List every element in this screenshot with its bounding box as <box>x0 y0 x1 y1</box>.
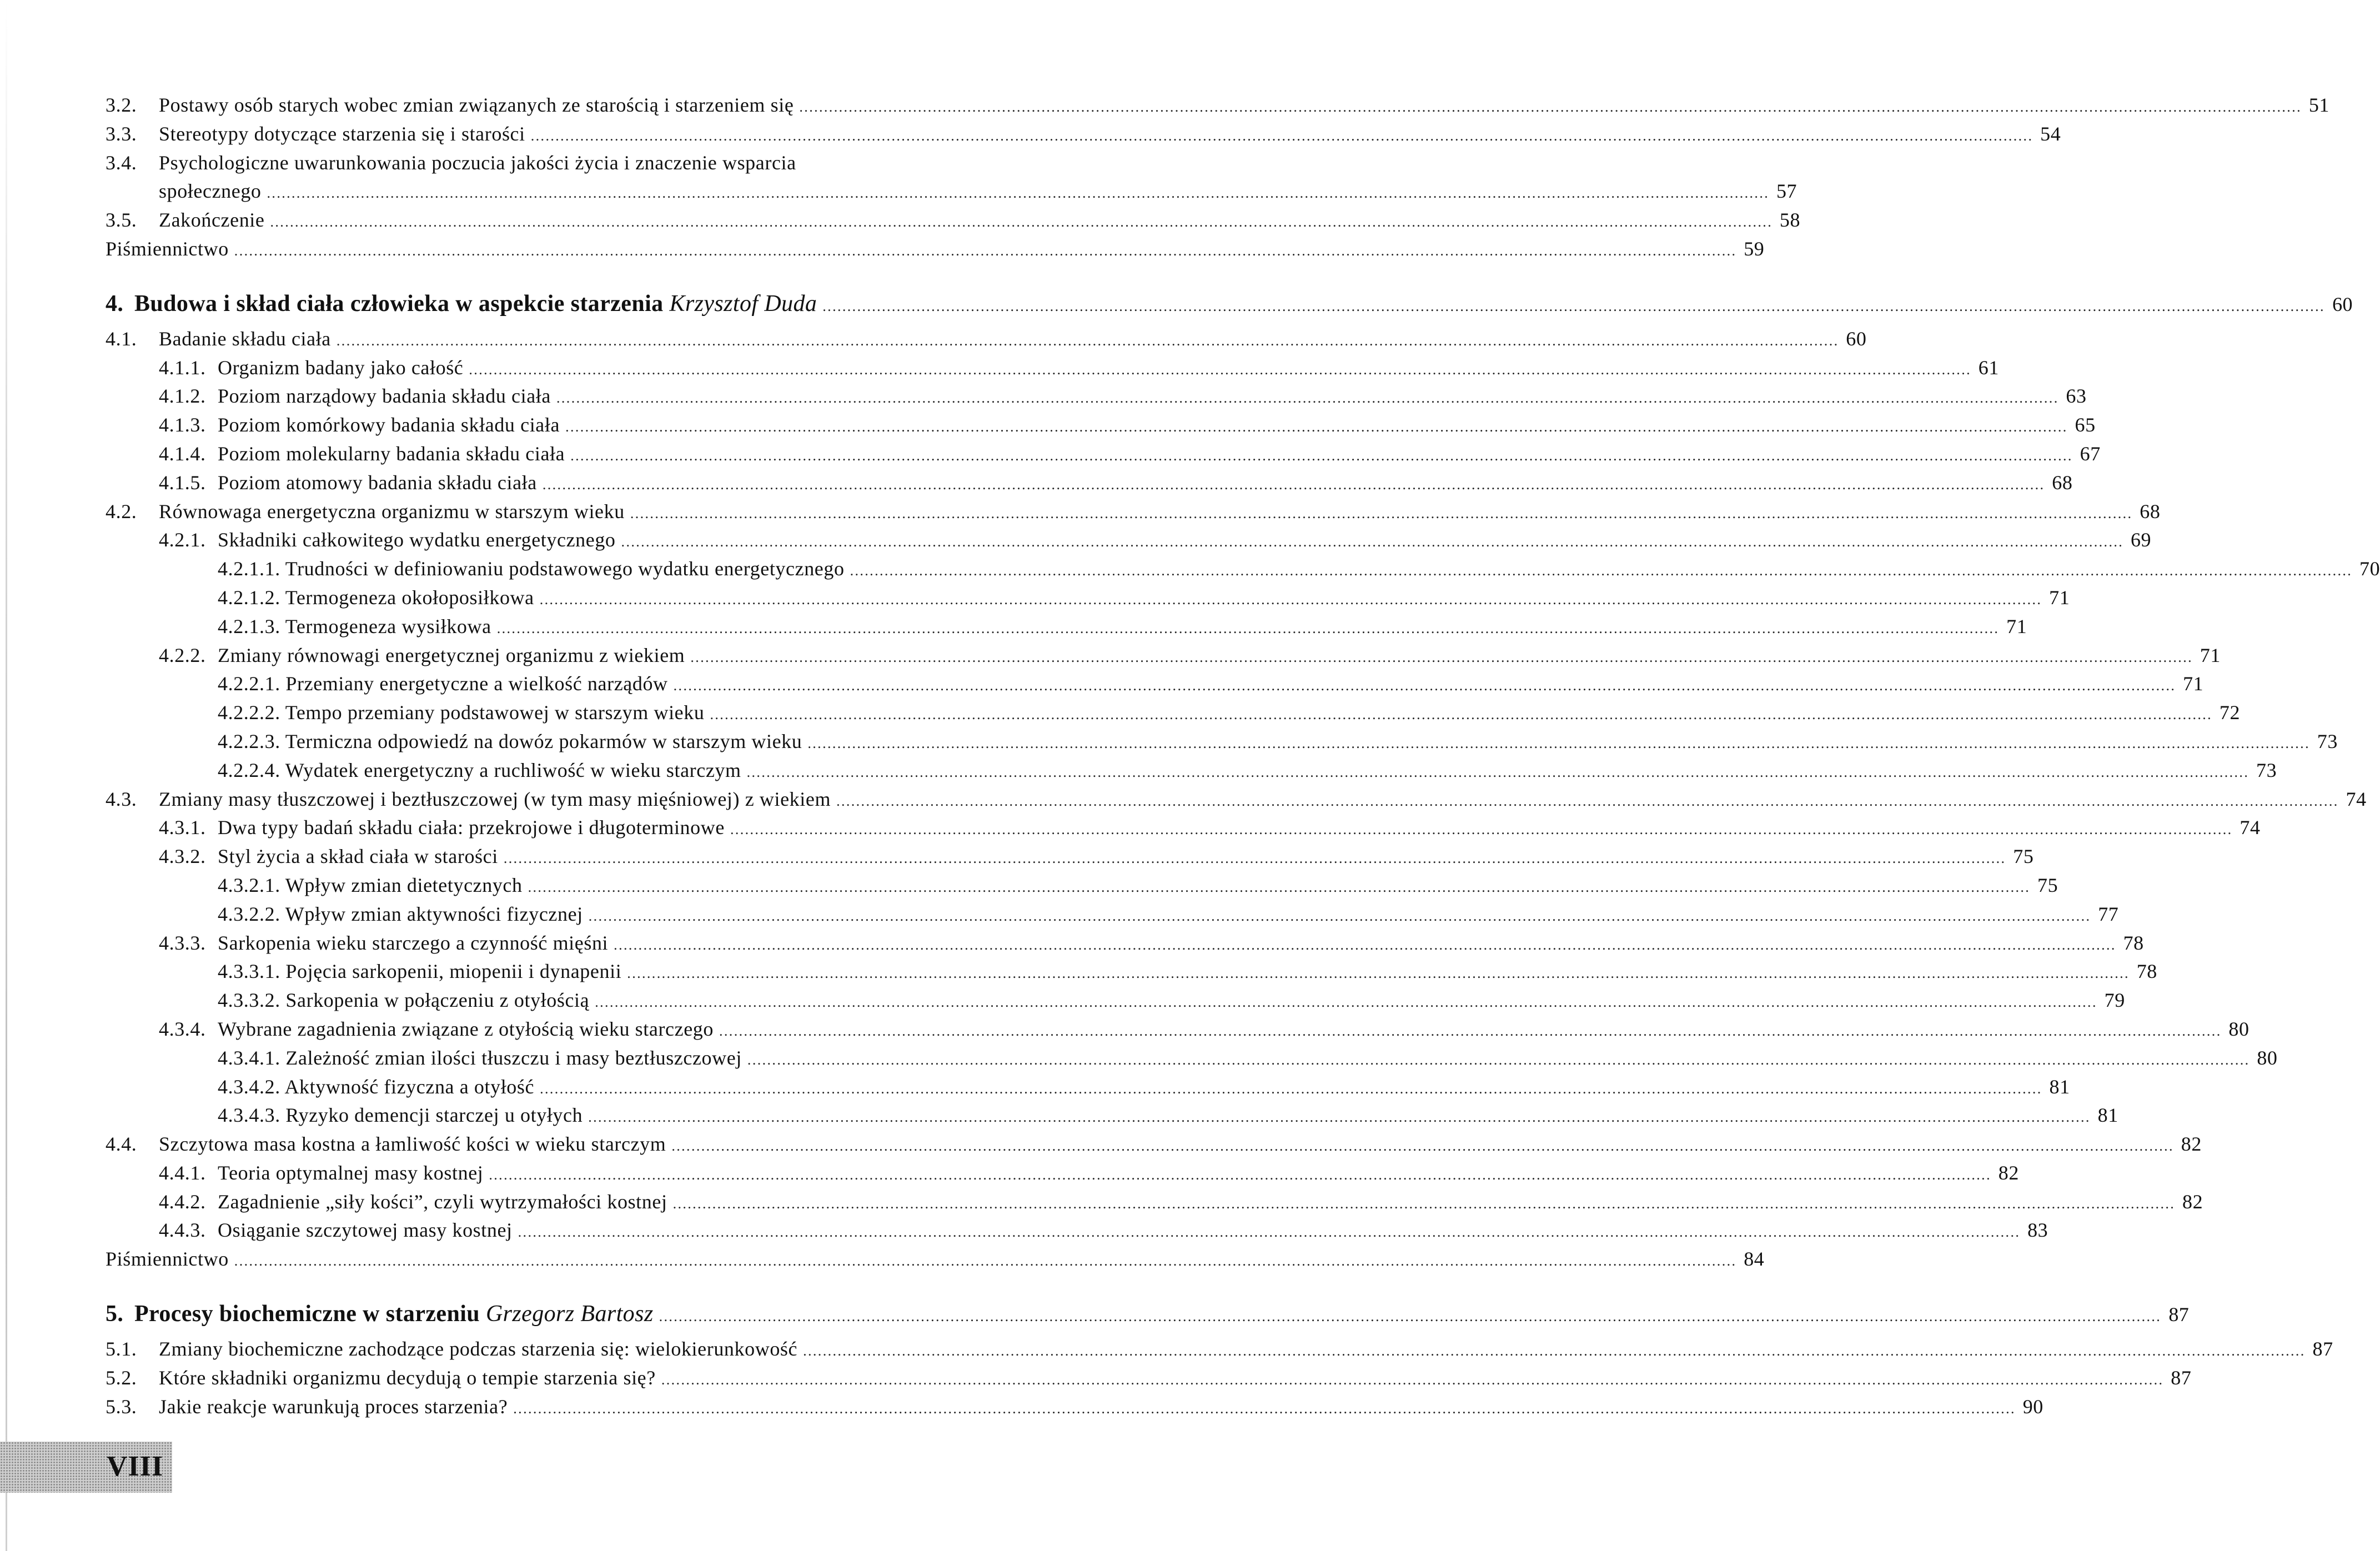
toc-entry <box>106 615 2027 644</box>
entry-title <box>218 1103 583 1127</box>
entry-title: Zmiany równowagi energetycznej organizmu z wiekiem <box>218 644 685 666</box>
entry-page: 90 <box>2022 1395 2043 1418</box>
leader-dots <box>807 735 2310 752</box>
entry-page: 87 <box>2171 1366 2192 1389</box>
page-gutter-shadow <box>6 0 7 1551</box>
entry-title: Postawy osób starych wobec zmian związanych ze starością i starzeniem się <box>159 94 794 116</box>
entry-page: 60 <box>1846 327 1867 350</box>
entry-title: Zagadnienie „siły kości”, czyli wytrzymałości kostnej <box>218 1190 667 1213</box>
entry-number: 4.1.3. <box>159 414 206 436</box>
leader-dots <box>570 448 2073 464</box>
entry-title-text: Termogeneza wysiłkowa <box>285 615 491 638</box>
leader-dots <box>661 1372 2164 1388</box>
entry-number: 4.2.2.3. <box>218 730 280 752</box>
toc-entry <box>106 122 2061 151</box>
entry-title: Organizm badany jako całość <box>218 356 464 379</box>
entry-title: Badanie składu ciała <box>159 327 331 350</box>
toc-entry-bibliography <box>106 237 1765 266</box>
entry-title-text: Wydatek energetyczny a ruchliwość w wieku starczym <box>285 759 741 781</box>
entry-number: 4.1.2. <box>159 385 206 408</box>
entry-page: 83 <box>2027 1219 2048 1242</box>
entry-page: 74 <box>2240 816 2261 839</box>
entry-title: Poziom molekularny badania składu ciała <box>218 442 565 465</box>
entry-number: 4.4. <box>106 1133 137 1156</box>
entry-title <box>218 730 802 753</box>
entry-title <box>218 672 668 695</box>
toc-entry <box>106 413 2096 442</box>
entry-number: 4.2.2. <box>159 644 206 666</box>
entry-page: 54 <box>2040 122 2061 145</box>
leader-dots <box>614 937 2116 953</box>
leader-dots <box>621 534 2124 550</box>
entry-page: 59 <box>1744 237 1765 260</box>
entry-number: 4.1.1. <box>159 356 206 379</box>
chapter-title <box>134 290 817 317</box>
entry-page: 65 <box>2075 414 2096 436</box>
leader-dots <box>710 706 2212 723</box>
entry-page: 70 <box>2359 558 2380 580</box>
toc-entry <box>106 586 2070 615</box>
toc-entry <box>106 1366 2192 1395</box>
entry-page: 71 <box>2183 672 2204 695</box>
entry-title: Psychologiczne uwarunkowania poczucia jakości życia i znaczenie wsparcia <box>159 151 796 174</box>
entry-page: 73 <box>2256 759 2277 781</box>
entry-page: 63 <box>2066 385 2087 408</box>
entry-number: 4.3. <box>106 787 137 810</box>
entry-title <box>218 988 589 1012</box>
entry-title: Składniki całkowitego wydatku energetycznego <box>218 529 616 551</box>
chapter-title-text: Budowa i skład ciała człowieka w aspekcie starzenia <box>134 290 664 317</box>
entry-page: 80 <box>2257 1046 2278 1069</box>
toc-entry <box>106 1103 2118 1132</box>
entry-title: Sarkopenia wieku starczego a czynność mięśni <box>218 931 609 954</box>
entry-number: 4.2.2.1. <box>218 672 280 695</box>
toc-entry <box>106 644 2221 672</box>
entry-title-text: Tempo przemiany podstawowej w starszym wieku <box>285 701 705 724</box>
entry-page: 72 <box>2219 701 2241 724</box>
leader-dots <box>556 390 2059 406</box>
entry-title-text: Termiczna odpowiedź na dowóz pokarmów w starszym wieku <box>285 730 802 752</box>
toc-entry <box>106 672 2204 701</box>
leader-dots <box>528 879 2031 896</box>
toc-entry <box>106 816 2261 845</box>
entry-number: 5.2. <box>106 1366 137 1389</box>
entry-page: 71 <box>2049 586 2070 609</box>
entry-number: 4.3.2. <box>159 845 206 868</box>
chapter-number: 5. <box>106 1301 124 1327</box>
entry-title-text: Zależność zmian ilości tłuszczu i masy beztłuszczowej <box>285 1046 742 1069</box>
entry-page: 75 <box>2013 845 2034 868</box>
toc-entry <box>106 1337 2333 1366</box>
entry-title: Szczytowa masa kostna a łamliwość kości w wieku starczym <box>159 1133 666 1156</box>
toc-entry <box>106 902 2119 931</box>
toc-entry <box>106 93 2330 122</box>
toc-entry <box>106 845 2034 874</box>
entry-page: 81 <box>2049 1075 2070 1098</box>
entry-title-text: Wpływ zmian dietetycznych <box>285 874 523 896</box>
entry-page: 71 <box>2006 615 2027 638</box>
toc-entry <box>106 151 983 180</box>
entry-page: 67 <box>2080 442 2101 465</box>
entry-number: 4.4.2. <box>159 1190 206 1213</box>
entry-number: 4.3.4.2. <box>218 1075 280 1098</box>
leader-dots <box>799 99 2302 116</box>
leader-dots <box>234 1253 1737 1269</box>
entry-number: 4.3.3. <box>159 931 206 954</box>
entry-number: 3.4. <box>106 151 137 174</box>
toc-entry <box>106 1017 2250 1046</box>
entry-page: 87 <box>2312 1338 2333 1361</box>
entry-page: 82 <box>2181 1133 2202 1156</box>
entry-title: Teoria optymalnej masy kostnej <box>218 1161 484 1184</box>
toc-entry <box>106 1218 2048 1247</box>
leader-dots <box>518 1224 2021 1241</box>
entry-title-text: Aktywność fizyczna a otyłość <box>284 1075 535 1098</box>
page-number-folio: VIII <box>107 1450 164 1482</box>
chapter-page: 60 <box>2332 293 2353 315</box>
toc-entry <box>106 730 2338 759</box>
entry-title-text: Termogeneza okołoposiłkowa <box>285 586 534 609</box>
entry-title <box>218 557 845 580</box>
entry-title: Jakie reakcje warunkują proces starzenia? <box>159 1395 508 1418</box>
toc-entry <box>106 787 2367 816</box>
entry-page: 80 <box>2228 1017 2250 1040</box>
entry-number: 4.2.1. <box>159 529 206 551</box>
entry-title: Piśmiennictwo <box>106 1248 229 1271</box>
toc-entry <box>106 874 2058 902</box>
entry-title: Stereotypy dotyczące starzenia się i starości <box>159 122 525 145</box>
toc-entry-continuation <box>106 179 1797 208</box>
chapter-title-text: Procesy biochemiczne w starzeniu <box>134 1301 480 1327</box>
entry-title: Piśmiennictwo <box>106 237 229 260</box>
entry-title: Dwa typy badań składu ciała: przekrojowe i długoterminowe <box>218 816 725 839</box>
entry-title: Poziom komórkowy badania składu ciała <box>218 414 560 436</box>
leader-dots <box>489 1167 1991 1183</box>
entry-page: 81 <box>2097 1104 2118 1127</box>
toc-entry <box>106 931 2144 960</box>
entry-number: 5.1. <box>106 1338 137 1361</box>
leader-dots <box>747 1052 2250 1068</box>
entry-title-text: Trudności w definiowaniu podstawowego wydatku energetycznego <box>285 558 845 580</box>
leader-dots <box>659 1308 2162 1325</box>
toc-entry <box>106 327 1867 356</box>
entry-number: 4.1. <box>106 327 137 350</box>
leader-dots <box>822 298 2325 315</box>
entry-title-text: Ryzyko demencji starczej u otyłych <box>285 1104 583 1127</box>
entry-page: 75 <box>2037 874 2058 896</box>
entry-page: 78 <box>2123 931 2144 954</box>
entry-title: Zmiany biochemiczne zachodzące podczas starzenia się: wielokierunkowość <box>159 1338 798 1361</box>
leader-dots <box>270 214 1773 230</box>
entry-page: 58 <box>1779 209 1801 232</box>
entry-number: 4.3.3.1. <box>218 960 280 983</box>
leader-dots <box>595 994 2097 1011</box>
toc-entry <box>106 1046 2278 1075</box>
entry-number: 4.3.2.1. <box>218 874 280 896</box>
entry-title <box>218 960 621 983</box>
leader-dots <box>719 1023 2222 1040</box>
entry-title: Styl życia a skład ciała w starości <box>218 845 498 868</box>
entry-title: Które składniki organizmu decydują o tempie starzenia się? <box>159 1366 656 1389</box>
entry-title: Osiąganie szczytowej masy kostnej <box>218 1219 513 1242</box>
leader-dots <box>337 333 1839 349</box>
leader-dots <box>674 677 2176 694</box>
leader-dots <box>673 1196 2176 1212</box>
entry-page: 84 <box>1744 1248 1765 1271</box>
leader-dots <box>588 1109 2091 1126</box>
chapter-author: Grzegorz Bartosz <box>485 1301 654 1327</box>
entry-number: 4.2.1.1. <box>218 558 280 580</box>
entry-number: 3.3. <box>106 122 137 145</box>
leader-dots <box>730 821 2233 838</box>
entry-title <box>218 902 583 926</box>
entry-page: 77 <box>2098 902 2119 925</box>
leader-dots <box>671 1138 2174 1155</box>
entry-number: 4.1.4. <box>159 442 206 465</box>
entry-number: 4.2.2.2. <box>218 701 280 724</box>
chapter-page: 87 <box>2168 1303 2190 1326</box>
leader-dots <box>690 649 2193 666</box>
entry-title: społecznego <box>159 180 262 203</box>
entry-title-text: Wpływ zmian aktywności fizycznej <box>285 902 583 925</box>
chapter-heading <box>106 1301 2190 1337</box>
entry-title-text: Sarkopenia w połączeniu z otyłością <box>285 989 590 1012</box>
leader-dots <box>803 1343 2306 1359</box>
entry-number: 4.3.2.2. <box>218 902 280 925</box>
chapter-number: 4. <box>106 290 124 317</box>
entry-title <box>218 1046 742 1070</box>
chapter-author: Krzysztof Duda <box>669 290 817 317</box>
entry-number: 4.3.4.1. <box>218 1046 280 1069</box>
entry-number: 5.3. <box>106 1395 137 1418</box>
entry-number: 4.1.5. <box>159 471 206 494</box>
entry-page: 61 <box>1978 356 1999 379</box>
entry-page: 71 <box>2200 644 2221 666</box>
leader-dots <box>543 476 2045 493</box>
entry-number: 4.2. <box>106 500 137 523</box>
leader-dots <box>469 362 1971 378</box>
leader-dots <box>267 185 1770 202</box>
toc-entry <box>106 471 2073 500</box>
toc-entry <box>106 208 1801 237</box>
toc-entry <box>106 1190 2203 1219</box>
entry-number: 4.4.3. <box>159 1219 206 1242</box>
entry-page: 82 <box>2182 1190 2203 1213</box>
entry-number: 4.4.1. <box>159 1161 206 1184</box>
leader-dots <box>531 128 2033 144</box>
leader-dots <box>836 793 2339 810</box>
leader-dots <box>540 1081 2042 1097</box>
leader-dots <box>513 1401 2016 1417</box>
toc-entry <box>106 1161 2019 1190</box>
toc-entry <box>106 384 2087 413</box>
entry-title <box>218 615 491 638</box>
leader-dots <box>850 563 2353 579</box>
toc-entry <box>106 356 1999 385</box>
leader-dots <box>540 591 2042 608</box>
entry-title <box>218 759 741 782</box>
entry-number: 4.3.3.2. <box>218 989 280 1012</box>
entry-page: 74 <box>2346 787 2367 810</box>
leader-dots <box>747 764 2250 781</box>
entry-page: 78 <box>2136 960 2157 983</box>
entry-number: 3.2. <box>106 94 137 116</box>
entry-title: Równowaga energetyczna organizmu w starszym wieku <box>159 500 625 523</box>
toc-entry <box>106 557 2380 586</box>
entry-number: 4.3.4.3. <box>218 1104 280 1127</box>
entry-title <box>218 586 534 609</box>
entry-title-text: Przemiany energetyczne a wielkość narządów <box>285 672 668 695</box>
toc-entry-bibliography <box>106 1247 1765 1276</box>
entry-page: 51 <box>2308 94 2330 116</box>
entry-title <box>218 701 704 724</box>
entry-page: 73 <box>2317 730 2338 752</box>
table-of-contents <box>106 93 2380 1423</box>
toc-entry <box>106 1132 2202 1161</box>
toc-entry <box>106 528 2152 557</box>
toc-entry <box>106 1395 2043 1424</box>
entry-page: 82 <box>1998 1161 2019 1184</box>
entry-title: Zakończenie <box>159 209 265 232</box>
entry-page: 68 <box>2052 471 2073 494</box>
toc-entry <box>106 500 2161 529</box>
leader-dots <box>504 850 2006 867</box>
toc-entry <box>106 960 2157 988</box>
entry-number: 4.3.1. <box>159 816 206 839</box>
toc-entry <box>106 988 2125 1017</box>
toc-entry <box>106 759 2277 787</box>
entry-number: 4.3.4. <box>159 1017 206 1040</box>
entry-number: 4.2.1.3. <box>218 615 280 638</box>
entry-title: Wybrane zagadnienia związane z otyłością wieku starczego <box>218 1017 714 1040</box>
entry-page: 79 <box>2104 989 2125 1012</box>
entry-page: 68 <box>2140 500 2161 523</box>
entry-page: 57 <box>1776 180 1797 203</box>
leader-dots <box>630 505 2133 522</box>
entry-number: 4.2.2.4. <box>218 759 280 781</box>
entry-title: Poziom atomowy badania składu ciała <box>218 471 537 494</box>
entry-title-text: Pojęcia sarkopenii, miopenii i dynapenii <box>285 960 622 983</box>
chapter-title <box>134 1301 654 1327</box>
entry-title: Zmiany masy tłuszczowej i beztłuszczowej (w tym masy mięśniowej) z wiekiem <box>159 787 831 810</box>
entry-title <box>218 874 523 897</box>
entry-title: Poziom narządowy badania składu ciała <box>218 385 551 408</box>
leader-dots <box>589 908 2091 925</box>
entry-page: 69 <box>2130 529 2152 551</box>
toc-entry <box>106 1075 2070 1104</box>
entry-title <box>218 1075 534 1098</box>
chapter-heading <box>106 290 2353 327</box>
toc-entry <box>106 442 2101 471</box>
leader-dots <box>627 965 2130 982</box>
toc-entry <box>106 701 2241 730</box>
leader-dots <box>497 620 2000 637</box>
leader-dots <box>234 243 1737 259</box>
entry-number: 3.5. <box>106 209 137 232</box>
entry-number: 4.2.1.2. <box>218 586 280 609</box>
leader-dots <box>565 419 2068 435</box>
